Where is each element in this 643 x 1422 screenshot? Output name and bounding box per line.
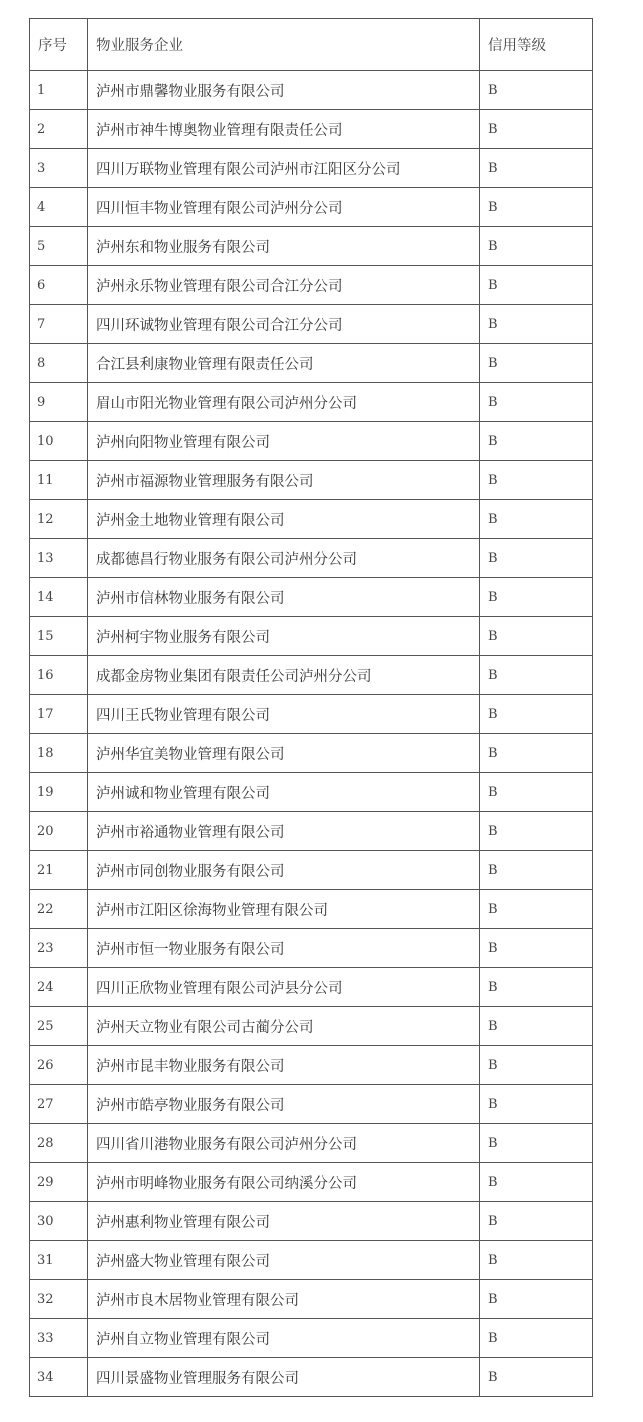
- table-row: [30, 617, 593, 656]
- credit-grade-cell: B: [480, 890, 593, 929]
- table-row: [30, 149, 593, 188]
- header-grade: 信用等级: [480, 19, 593, 71]
- company-name-cell: 四川万联物业管理有限公司泸州市江阳区分公司: [88, 149, 480, 188]
- credit-grade-cell: B: [480, 1046, 593, 1085]
- credit-grade-cell: B: [480, 461, 593, 500]
- credit-grade-cell: B: [480, 1241, 593, 1280]
- credit-grade-cell: B: [480, 578, 593, 617]
- table-row: [30, 110, 593, 149]
- table-row: [30, 656, 593, 695]
- credit-grade-cell: B: [480, 227, 593, 266]
- credit-grade-cell: B: [480, 422, 593, 461]
- company-name-cell: 泸州市信林物业服务有限公司: [88, 578, 480, 617]
- company-name-cell: 泸州华宜美物业管理有限公司: [88, 734, 480, 773]
- company-name-cell: 泸州市江阳区徐海物业管理有限公司: [88, 890, 480, 929]
- credit-grade-cell: B: [480, 1163, 593, 1202]
- company-name-cell: 泸州市福源物业管理服务有限公司: [88, 461, 480, 500]
- table-row: [30, 890, 593, 929]
- credit-grade-cell: B: [480, 1085, 593, 1124]
- row-number-cell: 22: [30, 890, 88, 929]
- company-name-cell: 泸州自立物业管理有限公司: [88, 1319, 480, 1358]
- table-row: [30, 929, 593, 968]
- row-number-cell: 9: [30, 383, 88, 422]
- row-number-cell: 12: [30, 500, 88, 539]
- table-row: [30, 539, 593, 578]
- company-name-cell: 眉山市阳光物业管理有限公司泸州分公司: [88, 383, 480, 422]
- company-name-cell: 泸州惠利物业管理有限公司: [88, 1202, 480, 1241]
- company-name-cell: 四川景盛物业管理服务有限公司: [88, 1358, 480, 1397]
- row-number-cell: 8: [30, 344, 88, 383]
- row-number-cell: 10: [30, 422, 88, 461]
- table-row: [30, 1319, 593, 1358]
- company-name-cell: 成都金房物业集团有限责任公司泸州分公司: [88, 656, 480, 695]
- row-number-cell: 18: [30, 734, 88, 773]
- row-number-cell: 5: [30, 227, 88, 266]
- credit-grade-cell: B: [480, 1358, 593, 1397]
- company-name-cell: 泸州市昆丰物业服务有限公司: [88, 1046, 480, 1085]
- company-name-cell: 泸州市皓亭物业服务有限公司: [88, 1085, 480, 1124]
- credit-grade-cell: B: [480, 110, 593, 149]
- credit-grade-cell: B: [480, 344, 593, 383]
- credit-grade-cell: B: [480, 1319, 593, 1358]
- company-name-cell: 泸州向阳物业管理有限公司: [88, 422, 480, 461]
- row-number-cell: 16: [30, 656, 88, 695]
- row-number-cell: 4: [30, 188, 88, 227]
- company-name-cell: 四川正欣物业管理有限公司泸县分公司: [88, 968, 480, 1007]
- row-number-cell: 17: [30, 695, 88, 734]
- table-row: [30, 305, 593, 344]
- header-company: 物业服务企业: [88, 19, 480, 71]
- row-number-cell: 13: [30, 539, 88, 578]
- company-name-cell: 泸州市明峰物业服务有限公司纳溪分公司: [88, 1163, 480, 1202]
- credit-grade-cell: B: [480, 149, 593, 188]
- row-number-cell: 15: [30, 617, 88, 656]
- company-name-cell: 泸州永乐物业管理有限公司合江分公司: [88, 266, 480, 305]
- credit-grade-cell: B: [480, 539, 593, 578]
- row-number-cell: 2: [30, 110, 88, 149]
- row-number-cell: 19: [30, 773, 88, 812]
- company-name-cell: 泸州盛大物业管理有限公司: [88, 1241, 480, 1280]
- row-number-cell: 25: [30, 1007, 88, 1046]
- credit-grade-cell: B: [480, 656, 593, 695]
- credit-grade-cell: B: [480, 1007, 593, 1046]
- table-row: [30, 812, 593, 851]
- company-name-cell: 四川环诚物业管理有限公司合江分公司: [88, 305, 480, 344]
- row-number-cell: 7: [30, 305, 88, 344]
- header-row: [30, 19, 593, 71]
- table-row: [30, 461, 593, 500]
- row-number-cell: 23: [30, 929, 88, 968]
- table-row: [30, 695, 593, 734]
- company-name-cell: 泸州市神牛博奥物业管理有限责任公司: [88, 110, 480, 149]
- row-number-cell: 21: [30, 851, 88, 890]
- credit-rating-table-container: [29, 18, 593, 1397]
- table-row: [30, 266, 593, 305]
- company-name-cell: 四川省川港物业服务有限公司泸州分公司: [88, 1124, 480, 1163]
- table-row: [30, 383, 593, 422]
- table-row: [30, 1085, 593, 1124]
- credit-grade-cell: B: [480, 812, 593, 851]
- table-row: [30, 1163, 593, 1202]
- header-no: 序号: [30, 19, 88, 71]
- credit-grade-cell: B: [480, 383, 593, 422]
- table-row: [30, 71, 593, 110]
- company-name-cell: 泸州市鼎馨物业服务有限公司: [88, 71, 480, 110]
- credit-grade-cell: B: [480, 851, 593, 890]
- row-number-cell: 20: [30, 812, 88, 851]
- credit-grade-cell: B: [480, 1280, 593, 1319]
- row-number-cell: 3: [30, 149, 88, 188]
- company-name-cell: 泸州市良木居物业管理有限公司: [88, 1280, 480, 1319]
- table-row: [30, 1046, 593, 1085]
- row-number-cell: 26: [30, 1046, 88, 1085]
- credit-rating-table: [29, 18, 593, 1397]
- table-row: [30, 227, 593, 266]
- company-name-cell: 泸州柯宇物业服务有限公司: [88, 617, 480, 656]
- row-number-cell: 33: [30, 1319, 88, 1358]
- table-row: [30, 773, 593, 812]
- company-name-cell: 泸州金土地物业管理有限公司: [88, 500, 480, 539]
- table-row: [30, 344, 593, 383]
- table-row: [30, 968, 593, 1007]
- table-row: [30, 1358, 593, 1397]
- row-number-cell: 34: [30, 1358, 88, 1397]
- row-number-cell: 31: [30, 1241, 88, 1280]
- credit-grade-cell: B: [480, 773, 593, 812]
- credit-grade-cell: B: [480, 500, 593, 539]
- company-name-cell: 合江县利康物业管理有限责任公司: [88, 344, 480, 383]
- credit-grade-cell: B: [480, 266, 593, 305]
- company-name-cell: 泸州东和物业服务有限公司: [88, 227, 480, 266]
- company-name-cell: 泸州诚和物业管理有限公司: [88, 773, 480, 812]
- table-row: [30, 1007, 593, 1046]
- credit-grade-cell: B: [480, 188, 593, 227]
- row-number-cell: 30: [30, 1202, 88, 1241]
- table-row: [30, 422, 593, 461]
- table-row: [30, 188, 593, 227]
- credit-grade-cell: B: [480, 617, 593, 656]
- company-name-cell: 泸州市裕通物业管理有限公司: [88, 812, 480, 851]
- table-header: [30, 19, 593, 71]
- row-number-cell: 29: [30, 1163, 88, 1202]
- credit-grade-cell: B: [480, 734, 593, 773]
- table-row: [30, 1280, 593, 1319]
- row-number-cell: 1: [30, 71, 88, 110]
- company-name-cell: 成都德昌行物业服务有限公司泸州分公司: [88, 539, 480, 578]
- table-row: [30, 1124, 593, 1163]
- row-number-cell: 32: [30, 1280, 88, 1319]
- row-number-cell: 28: [30, 1124, 88, 1163]
- table-row: [30, 851, 593, 890]
- company-name-cell: 泸州天立物业有限公司古蔺分公司: [88, 1007, 480, 1046]
- company-name-cell: 四川王氏物业管理有限公司: [88, 695, 480, 734]
- company-name-cell: 泸州市同创物业服务有限公司: [88, 851, 480, 890]
- row-number-cell: 14: [30, 578, 88, 617]
- company-name-cell: 泸州市恒一物业服务有限公司: [88, 929, 480, 968]
- row-number-cell: 6: [30, 266, 88, 305]
- row-number-cell: 24: [30, 968, 88, 1007]
- credit-grade-cell: B: [480, 1202, 593, 1241]
- row-number-cell: 11: [30, 461, 88, 500]
- table-body: [30, 71, 593, 1397]
- credit-grade-cell: B: [480, 71, 593, 110]
- table-row: [30, 1241, 593, 1280]
- table-row: [30, 578, 593, 617]
- table-row: [30, 1202, 593, 1241]
- credit-grade-cell: B: [480, 305, 593, 344]
- table-row: [30, 500, 593, 539]
- credit-grade-cell: B: [480, 695, 593, 734]
- credit-grade-cell: B: [480, 1124, 593, 1163]
- table-row: [30, 734, 593, 773]
- company-name-cell: 四川恒丰物业管理有限公司泸州分公司: [88, 188, 480, 227]
- row-number-cell: 27: [30, 1085, 88, 1124]
- credit-grade-cell: B: [480, 968, 593, 1007]
- credit-grade-cell: B: [480, 929, 593, 968]
